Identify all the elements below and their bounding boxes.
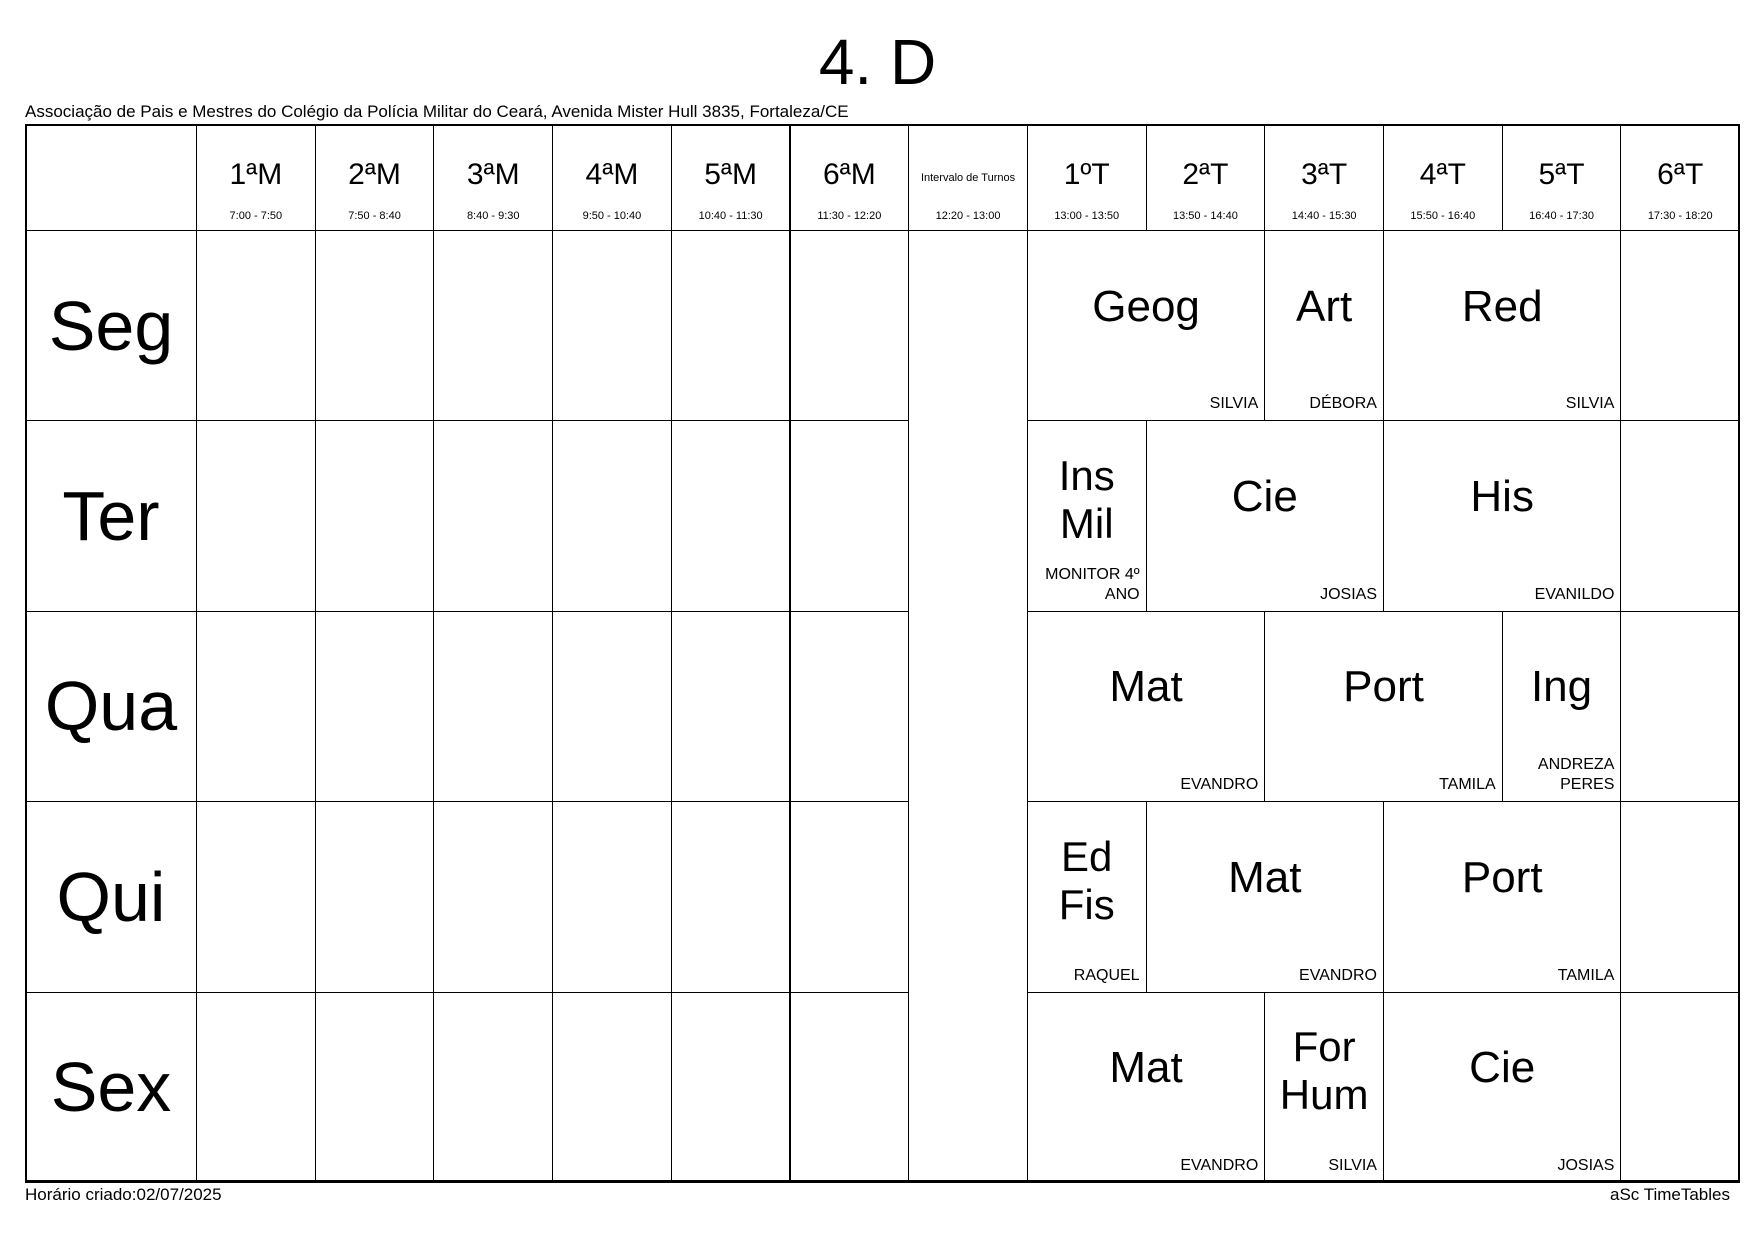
period-header (671, 124, 791, 231)
period-time: 14:40 - 15:30 (1291, 210, 1357, 222)
day-label: Qui (25, 801, 197, 992)
empty-slot (196, 420, 316, 611)
school-address: Associação de Pais e Mestres do Colégio da Polícia Militar do Ceará, Avenida Mister Hull 3835, Fortaleza/CE (25, 102, 849, 121)
lesson-subject: Red (1461, 281, 1543, 331)
period-label: 5ªT (1538, 158, 1585, 191)
day-label: Qua (25, 611, 197, 802)
empty-slot (433, 992, 553, 1183)
empty-slot (315, 611, 435, 802)
empty-slot (315, 801, 435, 992)
period-time: 13:00 - 13:50 (1054, 210, 1120, 222)
empty-slot (433, 611, 553, 802)
lesson-cell[interactable] (1383, 801, 1621, 992)
empty-slot (1620, 611, 1740, 802)
period-label: 3ªT (1301, 158, 1348, 191)
empty-slot (433, 420, 553, 611)
lesson-teacher: TAMILA (1439, 776, 1496, 794)
period-label: 4ªT (1419, 158, 1466, 191)
lesson-cell[interactable] (1383, 992, 1621, 1183)
period-time: 15:50 - 16:40 (1410, 210, 1476, 222)
lesson-subject: Cie (1231, 472, 1298, 522)
period-label: 6ªM (822, 158, 876, 191)
lesson-subject: Ing (1530, 662, 1593, 712)
lesson-cell[interactable] (1027, 420, 1147, 611)
lesson-cell[interactable] (1264, 611, 1502, 802)
empty-slot (671, 420, 791, 611)
break-column (908, 230, 1028, 1183)
created-date: Horário criado:02/07/2025 (25, 1185, 222, 1204)
empty-slot (1620, 420, 1740, 611)
period-header (1620, 124, 1740, 231)
empty-slot (552, 611, 672, 802)
period-header (1383, 124, 1503, 231)
period-header (1502, 124, 1622, 231)
empty-slot (196, 611, 316, 802)
period-time: 8:40 - 9:30 (466, 210, 520, 222)
lesson-teacher: EVANDRO (1180, 1156, 1259, 1174)
empty-slot (315, 230, 435, 421)
empty-slot (790, 801, 910, 992)
empty-slot (196, 992, 316, 1183)
period-label: 2ªT (1182, 158, 1229, 191)
empty-slot (671, 611, 791, 802)
lesson-teacher: DÉBORA (1309, 395, 1377, 413)
empty-slot (671, 230, 791, 421)
period-time: 9:50 - 10:40 (582, 210, 642, 222)
period-header (552, 124, 672, 231)
lesson-subject: Mat (1228, 852, 1302, 902)
day-label: Ter (25, 420, 197, 611)
period-label: 5ªM (704, 158, 758, 191)
lesson-cell[interactable] (1027, 230, 1265, 421)
lesson-teacher: SILVIA (1565, 395, 1615, 413)
period-header (1146, 124, 1266, 231)
lesson-cell[interactable] (1146, 801, 1384, 992)
empty-slot (315, 992, 435, 1183)
lesson-subject: Port (1343, 662, 1424, 712)
empty-slot (790, 611, 910, 802)
lesson-teacher: MONITOR 4º ANO (1045, 565, 1140, 603)
period-time: 13:50 - 14:40 (1173, 210, 1238, 222)
empty-slot (196, 801, 316, 992)
lesson-subject: Port (1461, 852, 1543, 902)
lesson-subject: Art (1296, 281, 1353, 331)
period-label: 2ªM (348, 158, 401, 191)
period-label: 1ºT (1063, 158, 1110, 191)
lesson-subject: Geog (1092, 281, 1200, 331)
lesson-teacher: RAQUEL (1073, 966, 1140, 984)
lesson-cell[interactable] (1383, 420, 1621, 611)
lesson-cell[interactable] (1027, 611, 1265, 802)
lesson-subject: Ed Fis (1058, 832, 1115, 928)
empty-slot (552, 230, 672, 421)
lesson-teacher: SILVIA (1209, 395, 1259, 413)
software-credit: aSc TimeTables (1610, 1185, 1730, 1204)
period-label: 1ªM (229, 158, 283, 191)
lesson-subject: Ins Mil (1058, 452, 1115, 548)
day-label: Sex (25, 992, 197, 1183)
period-header (790, 124, 910, 231)
lesson-teacher: JOSIAS (1557, 1156, 1615, 1174)
empty-slot (552, 992, 672, 1183)
empty-slot (671, 801, 791, 992)
empty-slot (315, 420, 435, 611)
timetable-grid (25, 124, 1740, 1182)
lesson-cell[interactable] (1027, 801, 1147, 992)
lesson-cell[interactable] (1383, 230, 1621, 421)
period-label: Intervalo de Turnos (920, 172, 1016, 184)
empty-slot (790, 420, 910, 611)
empty-slot (433, 801, 553, 992)
lesson-cell[interactable] (1146, 420, 1384, 611)
period-time: 7:50 - 8:40 (348, 210, 401, 222)
empty-slot (1620, 992, 1740, 1183)
period-label: 6ªT (1657, 158, 1704, 191)
lesson-teacher: EVANDRO (1180, 776, 1259, 794)
period-header (315, 124, 435, 231)
lesson-teacher: EVANDRO (1299, 966, 1377, 984)
lesson-subject: Mat (1109, 662, 1183, 712)
lesson-subject: His (1470, 472, 1534, 522)
lesson-teacher: JOSIAS (1320, 585, 1377, 603)
lesson-teacher: EVANILDO (1534, 585, 1615, 603)
period-time: 7:00 - 7:50 (229, 210, 283, 222)
period-time: 16:40 - 17:30 (1529, 210, 1594, 222)
empty-slot (790, 992, 910, 1183)
period-label: 4ªM (585, 158, 639, 191)
empty-slot (790, 230, 910, 421)
lesson-teacher: SILVIA (1328, 1156, 1377, 1174)
lesson-teacher: ANDREZA PERES (1537, 756, 1615, 794)
lesson-cell[interactable] (1264, 992, 1384, 1183)
period-label: 3ªM (466, 158, 520, 191)
lesson-subject: Cie (1469, 1043, 1536, 1093)
period-header (1264, 124, 1384, 231)
lesson-subject: Mat (1109, 1043, 1183, 1093)
empty-slot (552, 801, 672, 992)
empty-slot (1620, 801, 1740, 992)
empty-slot (552, 420, 672, 611)
page-title: 4. D (818, 26, 937, 98)
period-time: 11:30 - 12:20 (817, 210, 882, 222)
empty-slot (433, 230, 553, 421)
period-header (433, 124, 553, 231)
period-time: 17:30 - 18:20 (1647, 210, 1713, 222)
empty-slot (671, 992, 791, 1183)
lesson-cell[interactable] (1502, 611, 1622, 802)
empty-slot (1620, 230, 1740, 421)
lesson-subject: For Hum (1279, 1023, 1369, 1119)
period-time: 10:40 - 11:30 (698, 210, 763, 222)
period-header (908, 124, 1028, 231)
lesson-cell[interactable] (1027, 992, 1265, 1183)
empty-slot (196, 230, 316, 421)
period-time: 12:20 - 13:00 (935, 210, 1001, 222)
lesson-teacher: TAMILA (1557, 966, 1615, 984)
day-label: Seg (25, 230, 197, 421)
lesson-cell[interactable] (1264, 230, 1384, 421)
corner-cell (25, 124, 197, 231)
period-header (1027, 124, 1147, 231)
period-header (196, 124, 316, 231)
